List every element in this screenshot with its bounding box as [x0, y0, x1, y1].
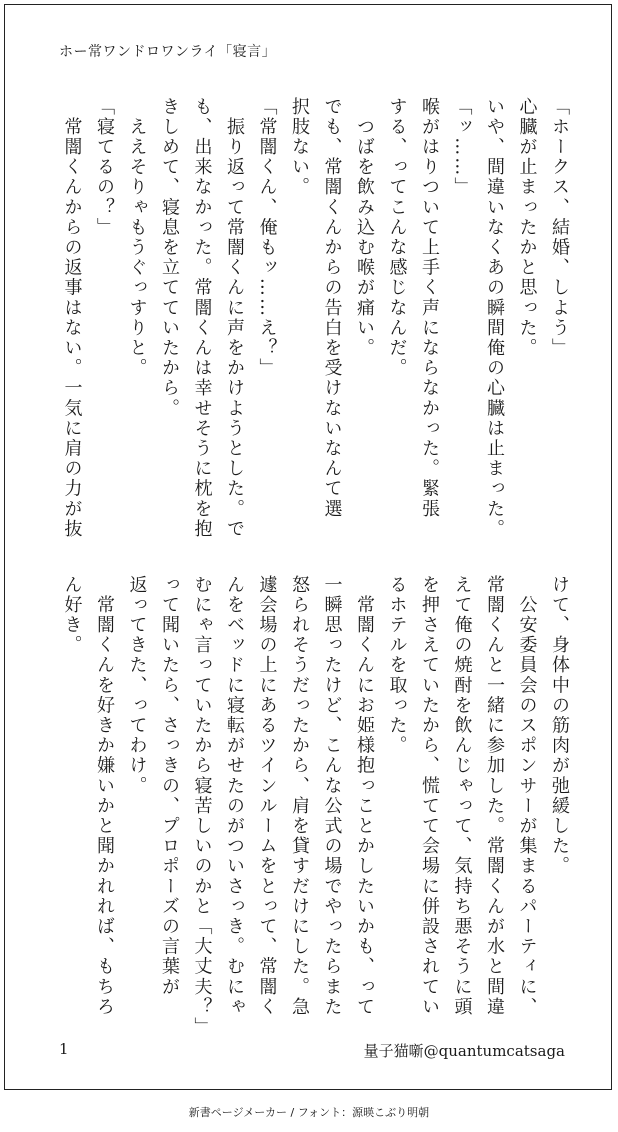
text-line: 遽会場の上にあるツインルームをとって、常闇く: [256, 575, 278, 1018]
text-line: えて俺の焼酎を飲んじゃって、気持ち悪そうに頭: [451, 575, 473, 1018]
page-title: ホー常ワンドロワンライ「寝言」: [59, 44, 277, 60]
upper-text-column-block: [55, 97, 575, 540]
text-line: 常闇くんからの返事はない。一気に肩の力が抜: [61, 97, 83, 540]
text-line: って聞いたら、さっきの、プロポーズの言葉が: [159, 575, 180, 998]
text-line: 「ホークス、結婚、しよう」: [549, 97, 570, 359]
generator-credit: 新書ページメーカー / フォント：源暎こぶり明朝: [188, 1106, 430, 1119]
text-line: 一瞬思ったけど、こんな公式の場でやったらまた: [321, 575, 343, 1018]
text-line: 常闇くんと一緒に参加した。常闇くんが水と間違: [484, 575, 505, 1018]
text-line: ん好き。: [61, 575, 83, 656]
text-line: 返ってきた、ってわけ。: [126, 575, 148, 797]
text-line: きしめて、寝息を立てていたから。: [159, 97, 180, 419]
author-credit: 量子猫噺@quantumcatsaga: [363, 1042, 565, 1060]
text-line: 心臓が止まったかと思った。: [516, 97, 538, 359]
text-line: るホテルを取った。: [386, 575, 408, 756]
text-line: 常闇くんにお姫様抱っことかしたいかも、って: [354, 575, 375, 1018]
manuscript-page: [4, 4, 612, 1090]
text-line: 「常闇くん、俺もッ……え？」: [256, 97, 278, 379]
page-number: 1: [59, 1040, 69, 1058]
text-line: 振り返って常闇くんに声をかけようとした。で: [224, 97, 245, 540]
text-line: つばを飲み込む喉が痛い。: [354, 97, 375, 359]
text-line: を押さえていたから、慌てて会場に併設されてい: [419, 575, 440, 1018]
lower-text-column-block: [55, 575, 575, 1038]
text-line: 公安委員会のスポンサーが集まるパーティに、: [516, 575, 538, 1018]
text-line: 喉がはりついて上手く声にならなかった。緊張: [419, 97, 440, 520]
text-line: 怒られそうだったから、肩を貸すだけにした。急: [289, 575, 310, 1018]
text-line: 「ッ……」: [451, 97, 473, 198]
text-line: ええそりゃもうぐっすりと。: [126, 97, 148, 379]
text-line: 常闇くんを好きか嫌いかと聞かれれば、もちろ: [94, 575, 115, 1018]
text-line: 「寝てるの？」: [94, 97, 115, 238]
text-line: いや、間違いなくあの瞬間俺の心臓は止まった。: [484, 97, 505, 540]
text-line: する、ってこんな感じなんだ。: [386, 97, 408, 379]
text-line: でも、常闇くんからの告白を受けないなんて選: [321, 97, 343, 520]
text-line: んをベッドに寝転がせたのがついさっき。むにゃ: [224, 575, 245, 1018]
text-line: むにゃ言っていたから寝苦しいのかと「大丈夫？」: [191, 575, 213, 1038]
text-line: も、出来なかった。常闇くんは幸せそうに枕を抱: [191, 97, 213, 540]
text-line: 択肢ない。: [289, 97, 310, 198]
text-line: けて、身体中の筋肉が弛緩した。: [549, 575, 570, 877]
